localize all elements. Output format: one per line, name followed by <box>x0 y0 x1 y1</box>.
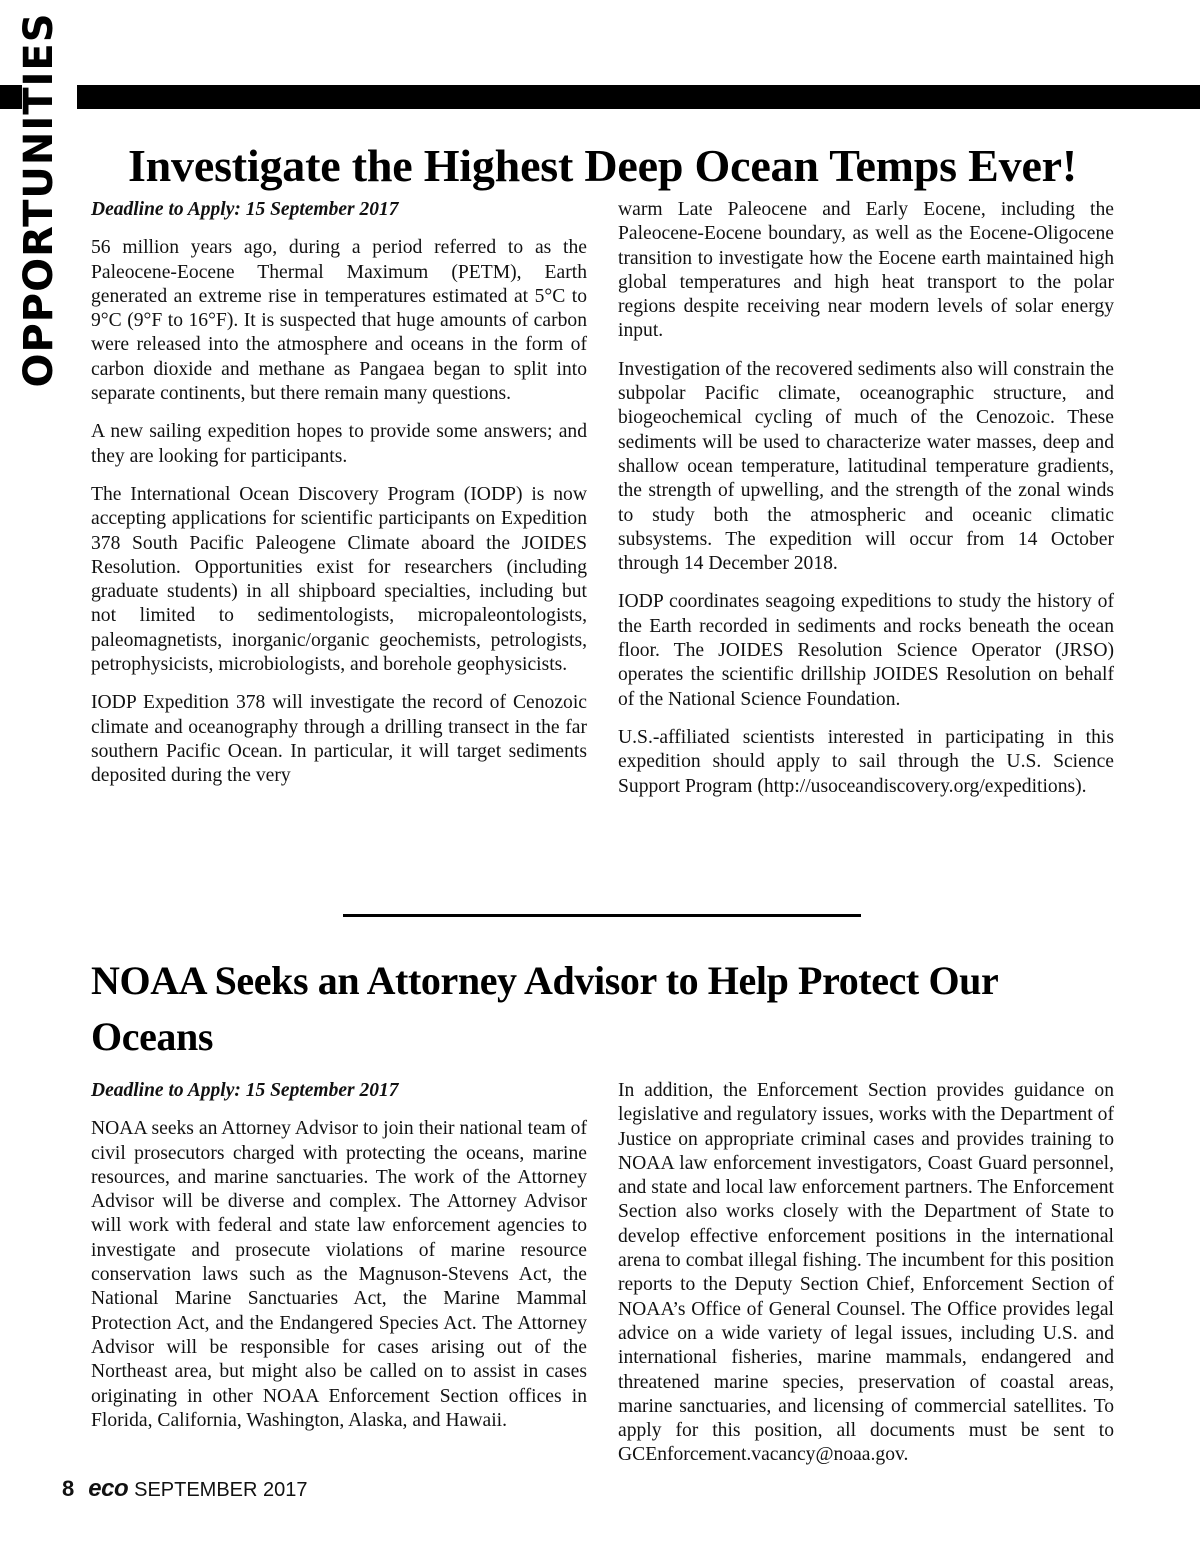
page-footer <box>62 1475 308 1503</box>
paragraph: The International Ocean Discovery Program (IODP) is now accepting applications for scientific participants on Expedition 378 South Pacific Paleogene Climate aboard the JOIDES Resolution. Opportunities exist for researchers (including graduate students) in all shipboard specialties, including but not limited to sedimentologists, micropaleontologists, paleomagnetists, inorganic/organic geochemists, petrologists, petrophysicists, microbiologists, and borehole geophysicists. <box>91 483 587 676</box>
paragraph: In addition, the Enforcement Section provides guidance on legislative and regulatory issues, works with the Department of Justice on appropriate criminal cases and provides training to NOAA law enforcement investigators, Coast Guard personnel, and state and local law enforcement partners. The Enforcement Section also works closely with the Department of State to develop effective enforcement positions in the international arena to combat illegal fishing. The incumbent for this position reports to the Deputy Section Chief, Enforcement Section of NOAA’s Office of General Counsel. The Office provides legal advice on a wide variety of legal issues, including U.S. and international fisheries, marine mammals, endangered and threatened marine species, preservation of coastal areas, marine sanctuaries, and licensing of commercial satellites. To apply for this position, all documents must be sent to GCEnforcement.vacancy@noaa.gov. <box>618 1080 1114 1466</box>
paragraph: warm Late Paleocene and Early Eocene, including the Paleocene-Eocene boundary, as well as the Eocene-Oligocene transition to investigate how the Eocene earth maintained high global temperatures and high heat transport to the polar regions despite receiving near modern levels of solar energy input. <box>618 199 1114 342</box>
article-column-left <box>91 198 587 813</box>
paragraph: 56 million years ago, during a period referred to as the Paleocene-Eocene Thermal Maximum (PETM), Earth generated an extreme rise in temperatures estimated at 5°C to 9°C (9°F to 16°F). It is suspected that huge amounts of carbon were released into the atmosphere and oceans in the form of carbon dioxide and methane as Pangaea began to split into separate continents, but there remain many questions. <box>91 237 587 405</box>
magazine-logo: eco <box>88 1475 129 1502</box>
article-divider <box>343 914 861 917</box>
article-column-right <box>618 198 1114 813</box>
article-column-left <box>91 1079 587 1482</box>
paragraph: NOAA seeks an Attorney Advisor to join their national team of civil prosecutors charged with protecting the oceans, marine resources, and marine sanctuaries. The work of the Attorney Advisor will be diverse and complex. The Attorney Advisor will work with federal and state law enforcement agencies to investigate and prosecute violations of marine resource conservation laws such as the Magnuson-Stevens Act, the National Marine Sanctuaries Act, the Marine Mammal Protection Act, and the Endangered Species Act. The Attorney Advisor will be responsible for cases arising out of the Northeast area, but might also be called on to assist in cases originating in other NOAA Enforcement Section offices in Florida, California, Washington, Alaska, and Hawaii. <box>91 1118 587 1431</box>
paragraph: Investigation of the recovered sediments also will constrain the subpolar Pacific climate, oceanographic structure, and biogeochemical cycling of much of the Cenozoic. These sediments will be used to characterize water masses, deep and shallow ocean temperature, latitudinal temperature gradients, the strength of upwelling, and the strength of the zonal winds to study both the atmospheric and oceanic climatic subsystems. The expedition will occur from 14 October through 14 December 2018. <box>618 358 1114 575</box>
issue-date: SEPTEMBER 2017 <box>134 1479 308 1501</box>
header-rule <box>77 85 1200 109</box>
paragraph: IODP coordinates seagoing expeditions to study the history of the Earth recorded in sediments and rocks beneath the ocean floor. The JOIDES Resolution Science Operator (JRSO) operates the scientific drillship JOIDES Resolution on behalf of the National Science Foundation. <box>618 591 1114 710</box>
page-number: 8 <box>62 1476 75 1501</box>
deadline: Deadline to Apply: 15 September 2017 <box>91 1080 399 1101</box>
paragraph: IODP Expedition 378 will investigate the record of Cenozoic climate and oceanography through a drilling transect in the far southern Pacific Ocean. In particular, it will target sediments deposited during the very <box>91 692 587 787</box>
section-label-text: OPPORTUNITIES <box>16 12 62 388</box>
article-title: NOAA Seeks an Attorney Advisor to Help Protect Our Oceans <box>91 958 998 1059</box>
deadline: Deadline to Apply: 15 September 2017 <box>91 199 399 220</box>
section-label <box>8 0 70 400</box>
article-column-right <box>618 1079 1114 1482</box>
article-deep-ocean-temps <box>91 136 1114 813</box>
article-title: Investigate the Highest Deep Ocean Temps Ever! <box>127 140 1078 191</box>
paragraph: A new sailing expedition hopes to provide some answers; and they are looking for participants. <box>91 421 587 467</box>
paragraph: U.S.-affiliated scientists interested in participating in this expedition should apply to sail through the U.S. Science Support Program (http://usoceandiscovery.org/expeditions). <box>618 726 1114 797</box>
article-noaa-attorney <box>91 953 1114 1482</box>
